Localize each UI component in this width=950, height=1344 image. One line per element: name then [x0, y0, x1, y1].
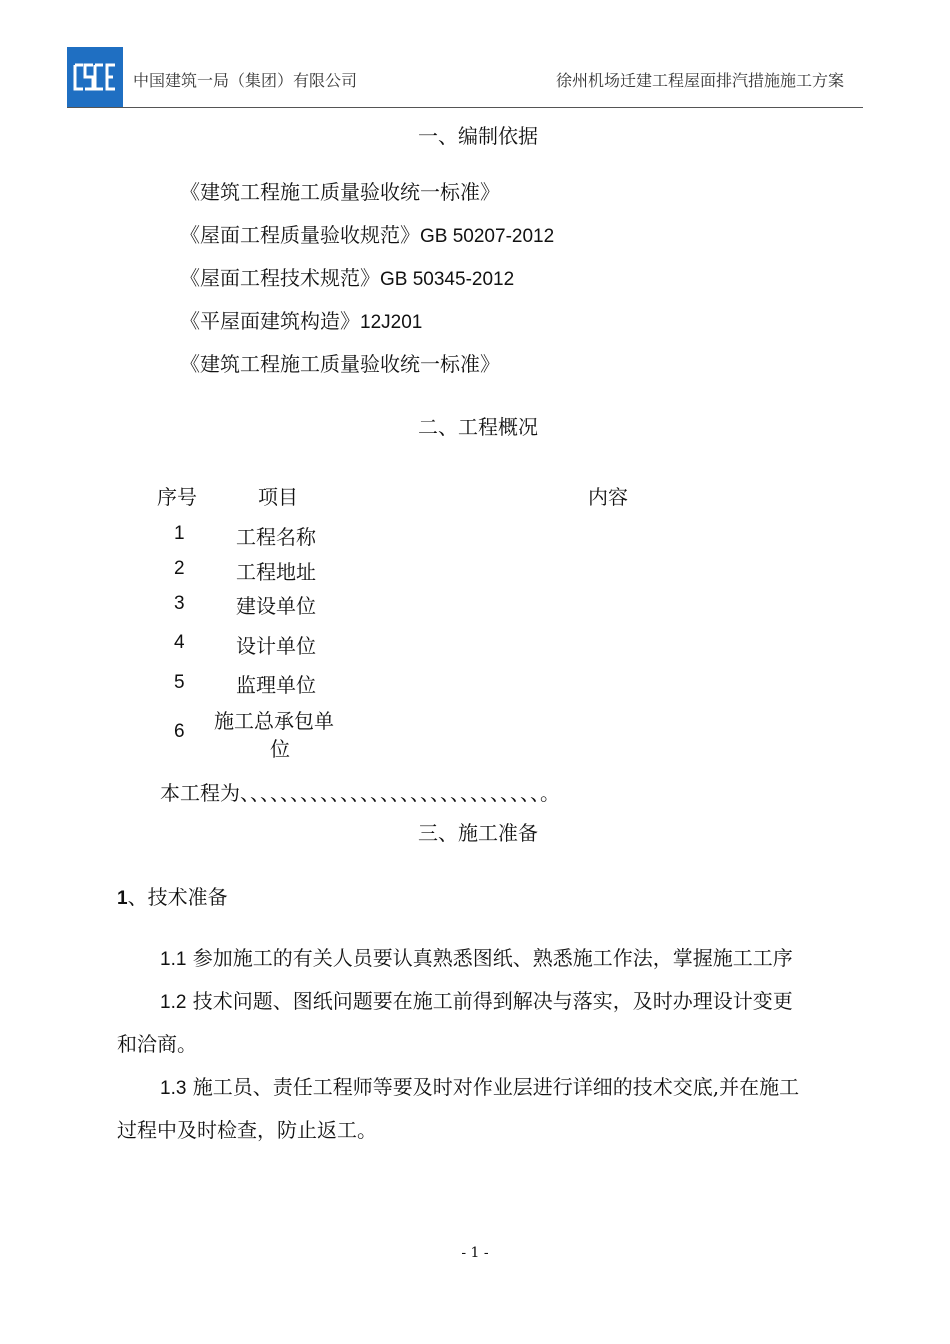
row-no: 5 — [174, 672, 185, 693]
item-number: 1.2 — [160, 992, 187, 1013]
row-item: 监理单位 — [236, 673, 316, 697]
subsection-number: 1 — [117, 888, 128, 909]
row-no: 6 — [174, 721, 185, 742]
reference-code: 12J201 — [360, 312, 423, 333]
section3-title: 三、施工准备 — [418, 821, 538, 845]
reference-name: 《平屋面建筑构造》 — [180, 309, 360, 333]
table-header-item: 项目 — [258, 485, 298, 509]
project-summary: 本工程为、、、、、、、、、、、、、、、、、、、、、、、、、、、、、、。 — [160, 781, 560, 805]
reference-name: 《建筑工程施工质量验收统一标准》 — [180, 352, 500, 376]
section2-title: 二、工程概况 — [418, 415, 538, 439]
row-no: 2 — [174, 558, 185, 579]
header-doc-title: 徐州机场迁建工程屋面排汽措施施工方案 — [556, 71, 845, 90]
reference-code: GB 50207-2012 — [420, 226, 555, 247]
reference-code: GB 50345-2012 — [380, 269, 515, 290]
table-header-no: 序号 — [157, 485, 197, 509]
reference-item — [180, 262, 514, 291]
row-no: 3 — [174, 593, 185, 614]
paragraph-1-2 — [160, 985, 793, 1014]
row-no: 4 — [174, 632, 185, 653]
item-text: 技术问题、图纸问题要在施工前得到解决与落实，及时办理设计变更 — [186, 989, 793, 1013]
section1-title: 一、编制依据 — [418, 124, 538, 148]
paragraph-1-2-cont: 和洽商。 — [117, 1032, 197, 1056]
paragraph-1-1 — [160, 942, 793, 971]
subsection-heading — [117, 881, 228, 910]
reference-item — [180, 305, 422, 334]
item-text: 参加施工的有关人员要认真熟悉图纸、熟悉施工作法，掌握施工工序 — [186, 946, 793, 970]
reference-item — [180, 348, 500, 377]
paragraph-1-3 — [160, 1071, 799, 1100]
reference-name: 《建筑工程施工质量验收统一标准》 — [180, 180, 500, 204]
company-logo — [67, 47, 123, 107]
row-item: 建设单位 — [236, 594, 316, 618]
row-item-line1: 施工总承包单 — [214, 709, 334, 733]
reference-item — [180, 219, 554, 248]
item-number: 1.1 — [160, 949, 187, 970]
reference-item — [180, 176, 500, 205]
row-item: 设计单位 — [236, 634, 316, 658]
cscec-logo-icon — [71, 57, 119, 97]
item-text: 施工员、责任工程师等要及时对作业层进行详细的技术交底,并在施工 — [186, 1075, 800, 1099]
row-item: 工程地址 — [236, 560, 316, 584]
table-header-content: 内容 — [588, 485, 628, 509]
reference-name: 《屋面工程质量验收规范》 — [180, 223, 420, 247]
row-item-line2: 位 — [270, 737, 290, 761]
page-number: - 1 - — [461, 1245, 489, 1261]
subsection-title: 、技术准备 — [127, 885, 228, 909]
row-item: 工程名称 — [236, 525, 316, 549]
row-no: 1 — [174, 523, 185, 544]
header-divider — [67, 107, 863, 108]
paragraph-1-3-cont: 过程中及时检查，防止返工。 — [117, 1118, 377, 1142]
item-number: 1.3 — [160, 1078, 187, 1099]
header-company: 中国建筑一局（集团）有限公司 — [133, 71, 358, 90]
reference-name: 《屋面工程技术规范》 — [180, 266, 380, 290]
